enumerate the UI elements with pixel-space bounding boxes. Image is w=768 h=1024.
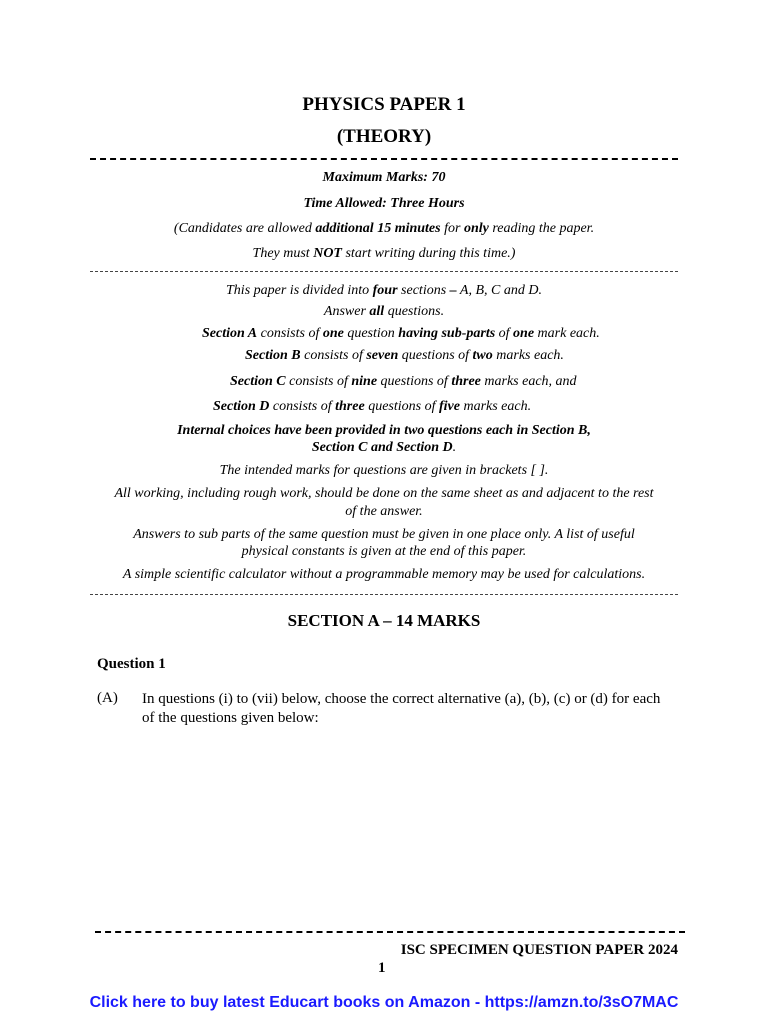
time-allowed: Time Allowed: Three Hours	[303, 196, 465, 211]
paper-subtitle: (THEORY)	[336, 126, 432, 147]
section-a-heading: SECTION A – 14 MARKS	[287, 611, 481, 630]
promo-link[interactable]: Click here to buy latest Educart books on Amazon - https://amzn.to/3sO7MAC	[89, 994, 679, 1011]
page-number: 1	[378, 960, 386, 976]
instruction-section-d: Section D consists of three questions of five marks each.	[213, 399, 532, 414]
instruction-sections: This paper is divided into four sections – A, B, C and D.	[226, 283, 542, 298]
question-label: Question 1	[97, 656, 166, 672]
divider-thin	[90, 271, 678, 273]
instruction-working-line-1: All working, including rough work, should be done on the same sheet as and adjacent to the rest	[114, 486, 654, 501]
instruction-subparts-line-2: physical constants is given at the end of this paper.	[241, 544, 527, 559]
paper-title: PHYSICS PAPER 1	[302, 94, 466, 115]
instruction-section-a: Section A consists of one question having sub-parts of one mark each.	[202, 326, 600, 341]
internal-choices-line-1: Internal choices have been provided in two questions each in Section B,	[177, 423, 591, 438]
writing-restriction-note: They must NOT start writing during this time.)	[252, 246, 516, 261]
internal-choices-line-2: Section C and Section D.	[311, 440, 457, 455]
instruction-working-line-2: of the answer.	[345, 504, 423, 519]
instruction-marks-brackets: The intended marks for questions are given in brackets [ ].	[219, 463, 549, 478]
instruction-section-c: Section C consists of nine questions of three marks each, and	[230, 374, 577, 389]
instruction-subparts-line-1: Answers to sub parts of the same question must be given in one place only. A list of useful	[133, 527, 635, 542]
footer-paper-name: ISC SPECIMEN QUESTION PAPER 2024	[400, 942, 678, 958]
max-marks: Maximum Marks: 70	[322, 170, 446, 185]
instruction-calculator: A simple scientific calculator without a programmable memory may be used for calculations.	[122, 567, 646, 582]
reading-time-note: (Candidates are allowed additional 15 minutes for only reading the paper.	[173, 221, 595, 236]
instruction-section-b: Section B consists of seven questions of two marks each.	[245, 348, 564, 363]
part-instruction: In questions (i) to (vii) below, choose the correct alternative (a), (b), (c) or (d) for each of the questions given below:	[142, 691, 661, 726]
divider-thin	[90, 594, 678, 596]
footer-divider	[95, 931, 685, 934]
instruction-answer-all: Answer all questions.	[323, 304, 445, 319]
part-marker: (A)	[97, 690, 118, 706]
